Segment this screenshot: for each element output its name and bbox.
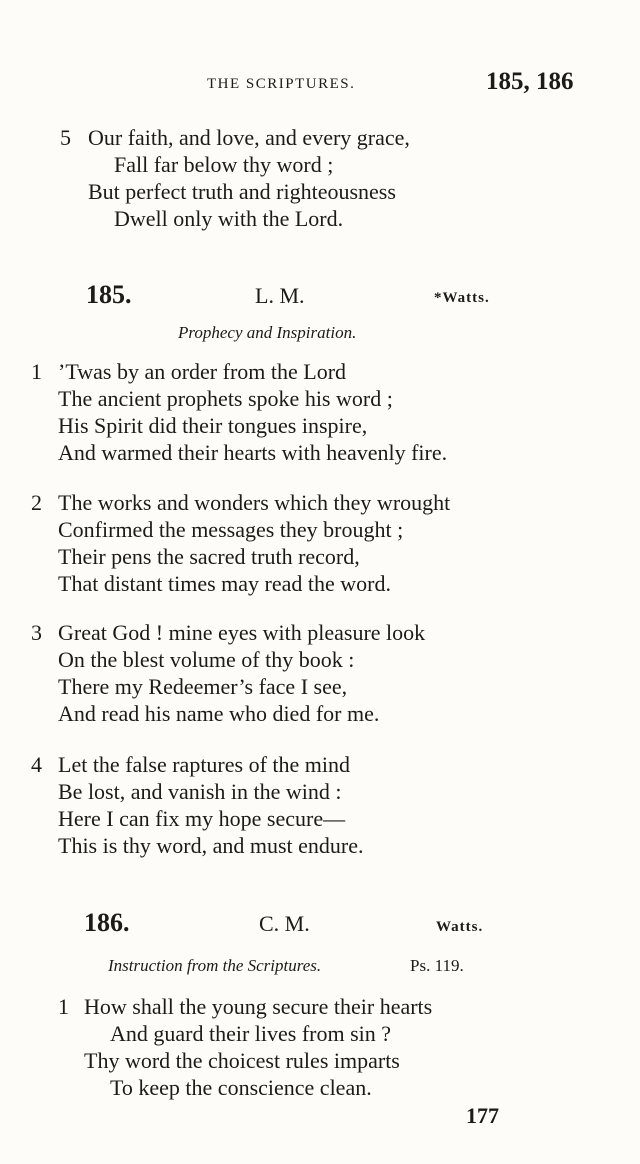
stanza-line: Great God ! mine eyes with pleasure look — [58, 620, 426, 645]
stanza-line: Our faith, and love, and every grace, — [88, 125, 410, 150]
stanza-line: To keep the conscience clean. — [110, 1075, 372, 1100]
stanza-number: 5 — [60, 125, 71, 150]
stanza-line: And warmed their hearts with heavenly fire. — [58, 440, 448, 465]
stanza-line: But perfect truth and righteousness — [88, 179, 396, 204]
stanza-line: This is thy word, and must endure. — [58, 833, 364, 858]
stanza-line: That distant times may read the word. — [58, 571, 391, 596]
stanza-line: And read his name who died for me. — [58, 701, 380, 726]
stanza-number: 2 — [31, 490, 42, 515]
stanza-number: 1 — [31, 359, 42, 384]
hymn-range: 185, 186 — [486, 68, 574, 95]
stanza-line: Their pens the sacred truth record, — [58, 544, 360, 569]
hymn-author: Watts. — [436, 919, 484, 935]
stanza-line: Be lost, and vanish in the wind : — [58, 779, 342, 804]
stanza-line: The ancient prophets spoke his word ; — [58, 386, 393, 411]
hymn-meter: C. M. — [259, 911, 310, 936]
stanza-line: Let the false raptures of the mind — [58, 752, 351, 777]
stanza-line: Fall far below thy word ; — [114, 152, 334, 177]
stanza-line: On the blest volume of thy book : — [58, 647, 355, 672]
hymn-meter: L. M. — [255, 283, 305, 308]
stanza-line: Confirmed the messages they brought ; — [58, 517, 404, 542]
hymn-subtitle: Instruction from the Scriptures. — [108, 956, 322, 975]
stanza-number: 3 — [31, 620, 42, 645]
stanza-line: Here I can fix my hope secure— — [58, 806, 346, 831]
stanza-number: 1 — [58, 994, 69, 1019]
running-head: THE SCRIPTURES. — [207, 76, 356, 92]
stanza-line: The works and wonders which they wrought — [58, 490, 451, 515]
stanza-line: ’Twas by an order from the Lord — [58, 359, 347, 384]
stanza-line: Thy word the choicest rules imparts — [84, 1048, 400, 1073]
stanza-line: How shall the young secure their hearts — [84, 994, 433, 1019]
hymn-number: 185. — [86, 280, 132, 309]
hymn-author: *Watts. — [434, 290, 490, 306]
page-number: 177 — [466, 1103, 499, 1128]
stanza-number: 4 — [31, 752, 42, 777]
stanza-line: And guard their lives from sin ? — [110, 1021, 392, 1046]
stanza-line: There my Redeemer’s face I see, — [58, 674, 348, 699]
hymn-number: 186. — [84, 908, 130, 937]
stanza-line: His Spirit did their tongues inspire, — [58, 413, 368, 438]
stanza-line: Dwell only with the Lord. — [114, 206, 344, 231]
hymn-subtitle: Prophecy and Inspiration. — [178, 323, 357, 342]
psalm-reference: Ps. 119. — [410, 956, 464, 975]
